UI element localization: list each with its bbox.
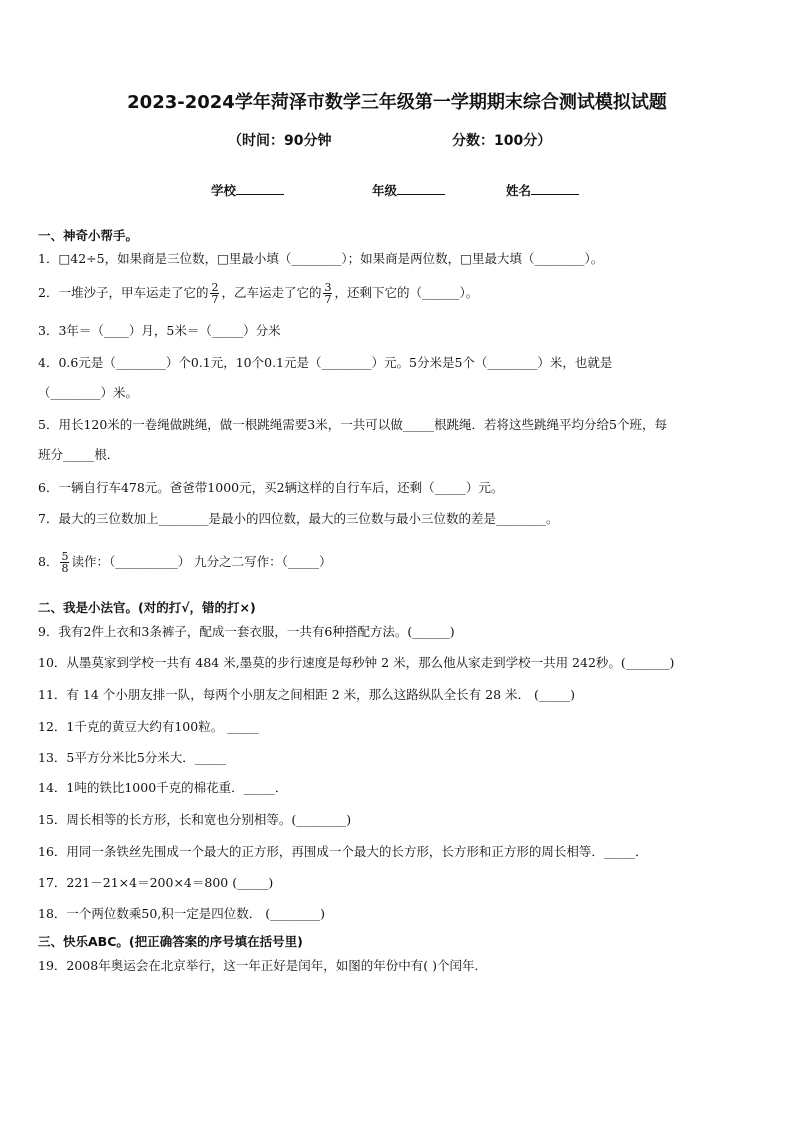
question-2-text-b: ，乙车运走了它的	[221, 285, 322, 300]
section-heading-3: 三、快乐ABC。(把正确答案的序号填在括号里)	[38, 934, 303, 949]
fraction-2-7	[210, 282, 219, 305]
question-4-line-2: （________）米。	[38, 385, 139, 400]
question-11: 11．有 14 个小朋友排一队，每两个小朋友之间相距 2 米，那么这路纵队全长有 28 米． (_____)	[38, 687, 575, 702]
question-9: 9．我有2件上衣和3条裤子，配成一套衣服，一共有6种搭配方法。(______)	[38, 624, 455, 639]
question-8	[38, 550, 332, 574]
question-12: 12．1千克的黄豆大约有100粒。 _____	[38, 719, 259, 734]
fraction-denominator: 8	[61, 562, 69, 575]
fraction-denominator: 7	[211, 293, 219, 306]
question-19: 19．2008年奥运会在北京举行，这一年正好是闰年，如图的年份中有( )个闰年．	[38, 958, 487, 973]
question-10: 10．从墨莫家到学校一共有 484 米,墨莫的步行速度是每秒钟 2 米，那么他从家走到学校一共用 242秒。(_______)	[38, 655, 675, 670]
exam-score: 分数：100分）	[452, 133, 552, 149]
school-field[interactable]	[211, 181, 284, 199]
question-6: 6．一辆自行车478元。爸爸带1000元，买2辆这样的自行车后，还剩（_____）元。	[38, 480, 504, 495]
question-15: 15．周长相等的长方形，长和宽也分别相等。(________)	[38, 812, 352, 827]
question-17: 17．221－21×4＝200×4＝800 (_____)	[38, 875, 274, 890]
name-blank[interactable]	[531, 182, 579, 195]
question-3: 3．3年＝（____）月，5米＝（_____）分米	[38, 323, 281, 338]
question-5-line-1: 5．用长120米的一卷绳做跳绳，做一根跳绳需要3米，一共可以做_____根跳绳．若将这些跳绳平均分给5个班，每	[38, 417, 667, 432]
fraction-numerator: 5	[61, 550, 69, 563]
question-7: 7．最大的三位数加上________是最小的四位数，最大的三位数与最小三位数的差是________。	[38, 511, 559, 526]
name-label: 姓名	[506, 183, 532, 198]
name-field[interactable]	[506, 181, 579, 199]
fraction-5-8	[60, 551, 69, 574]
grade-field[interactable]	[372, 181, 445, 199]
question-13: 13．5平方分米比5分米大．_____	[38, 750, 227, 765]
question-8-text: 读作：（__________） 九分之二写作：（_____）	[71, 554, 332, 569]
fraction-denominator: 7	[324, 293, 332, 306]
school-blank[interactable]	[236, 182, 284, 195]
question-8-number: 8．	[38, 554, 59, 569]
question-18: 18．一个两位数乘50,积一定是四位数． (________)	[38, 906, 326, 921]
grade-blank[interactable]	[397, 182, 445, 195]
section-heading-2: 二、我是小法官。(对的打√，错的打×)	[38, 600, 256, 615]
fraction-3-7	[323, 282, 332, 305]
question-14: 14．1吨的铁比1000千克的棉花重．_____．	[38, 780, 288, 795]
question-2-text-c: ，还剩下它的（______）。	[334, 285, 479, 300]
question-16: 16．用同一条铁丝先围成一个最大的正方形，再围成一个最大的长方形，长方形和正方形的周长相等．_____．	[38, 844, 648, 859]
fraction-numerator: 2	[211, 281, 219, 294]
section-heading-1: 一、神奇小帮手。	[38, 228, 139, 243]
question-1: 1．□42÷5，如果商是三位数，□里最小填（________）；如果商是两位数，□里最大填（________）。	[38, 251, 604, 266]
school-label: 学校	[211, 183, 237, 198]
question-2-text-a: 2．一堆沙子，甲车运走了它的	[38, 285, 209, 300]
exam-time: （时间：90分钟	[228, 133, 332, 149]
question-2	[38, 281, 478, 305]
question-5-line-2: 班分_____根．	[38, 447, 120, 462]
grade-label: 年级	[372, 183, 398, 198]
page-title: 2023-2024学年菏泽市数学三年级第一学期期末综合测试模拟试题	[127, 92, 667, 113]
question-4-line-1: 4．0.6元是（________）个0.1元，10个0.1元是（________）元。5分米是5个（________）米，也就是	[38, 355, 613, 370]
fraction-numerator: 3	[324, 281, 332, 294]
